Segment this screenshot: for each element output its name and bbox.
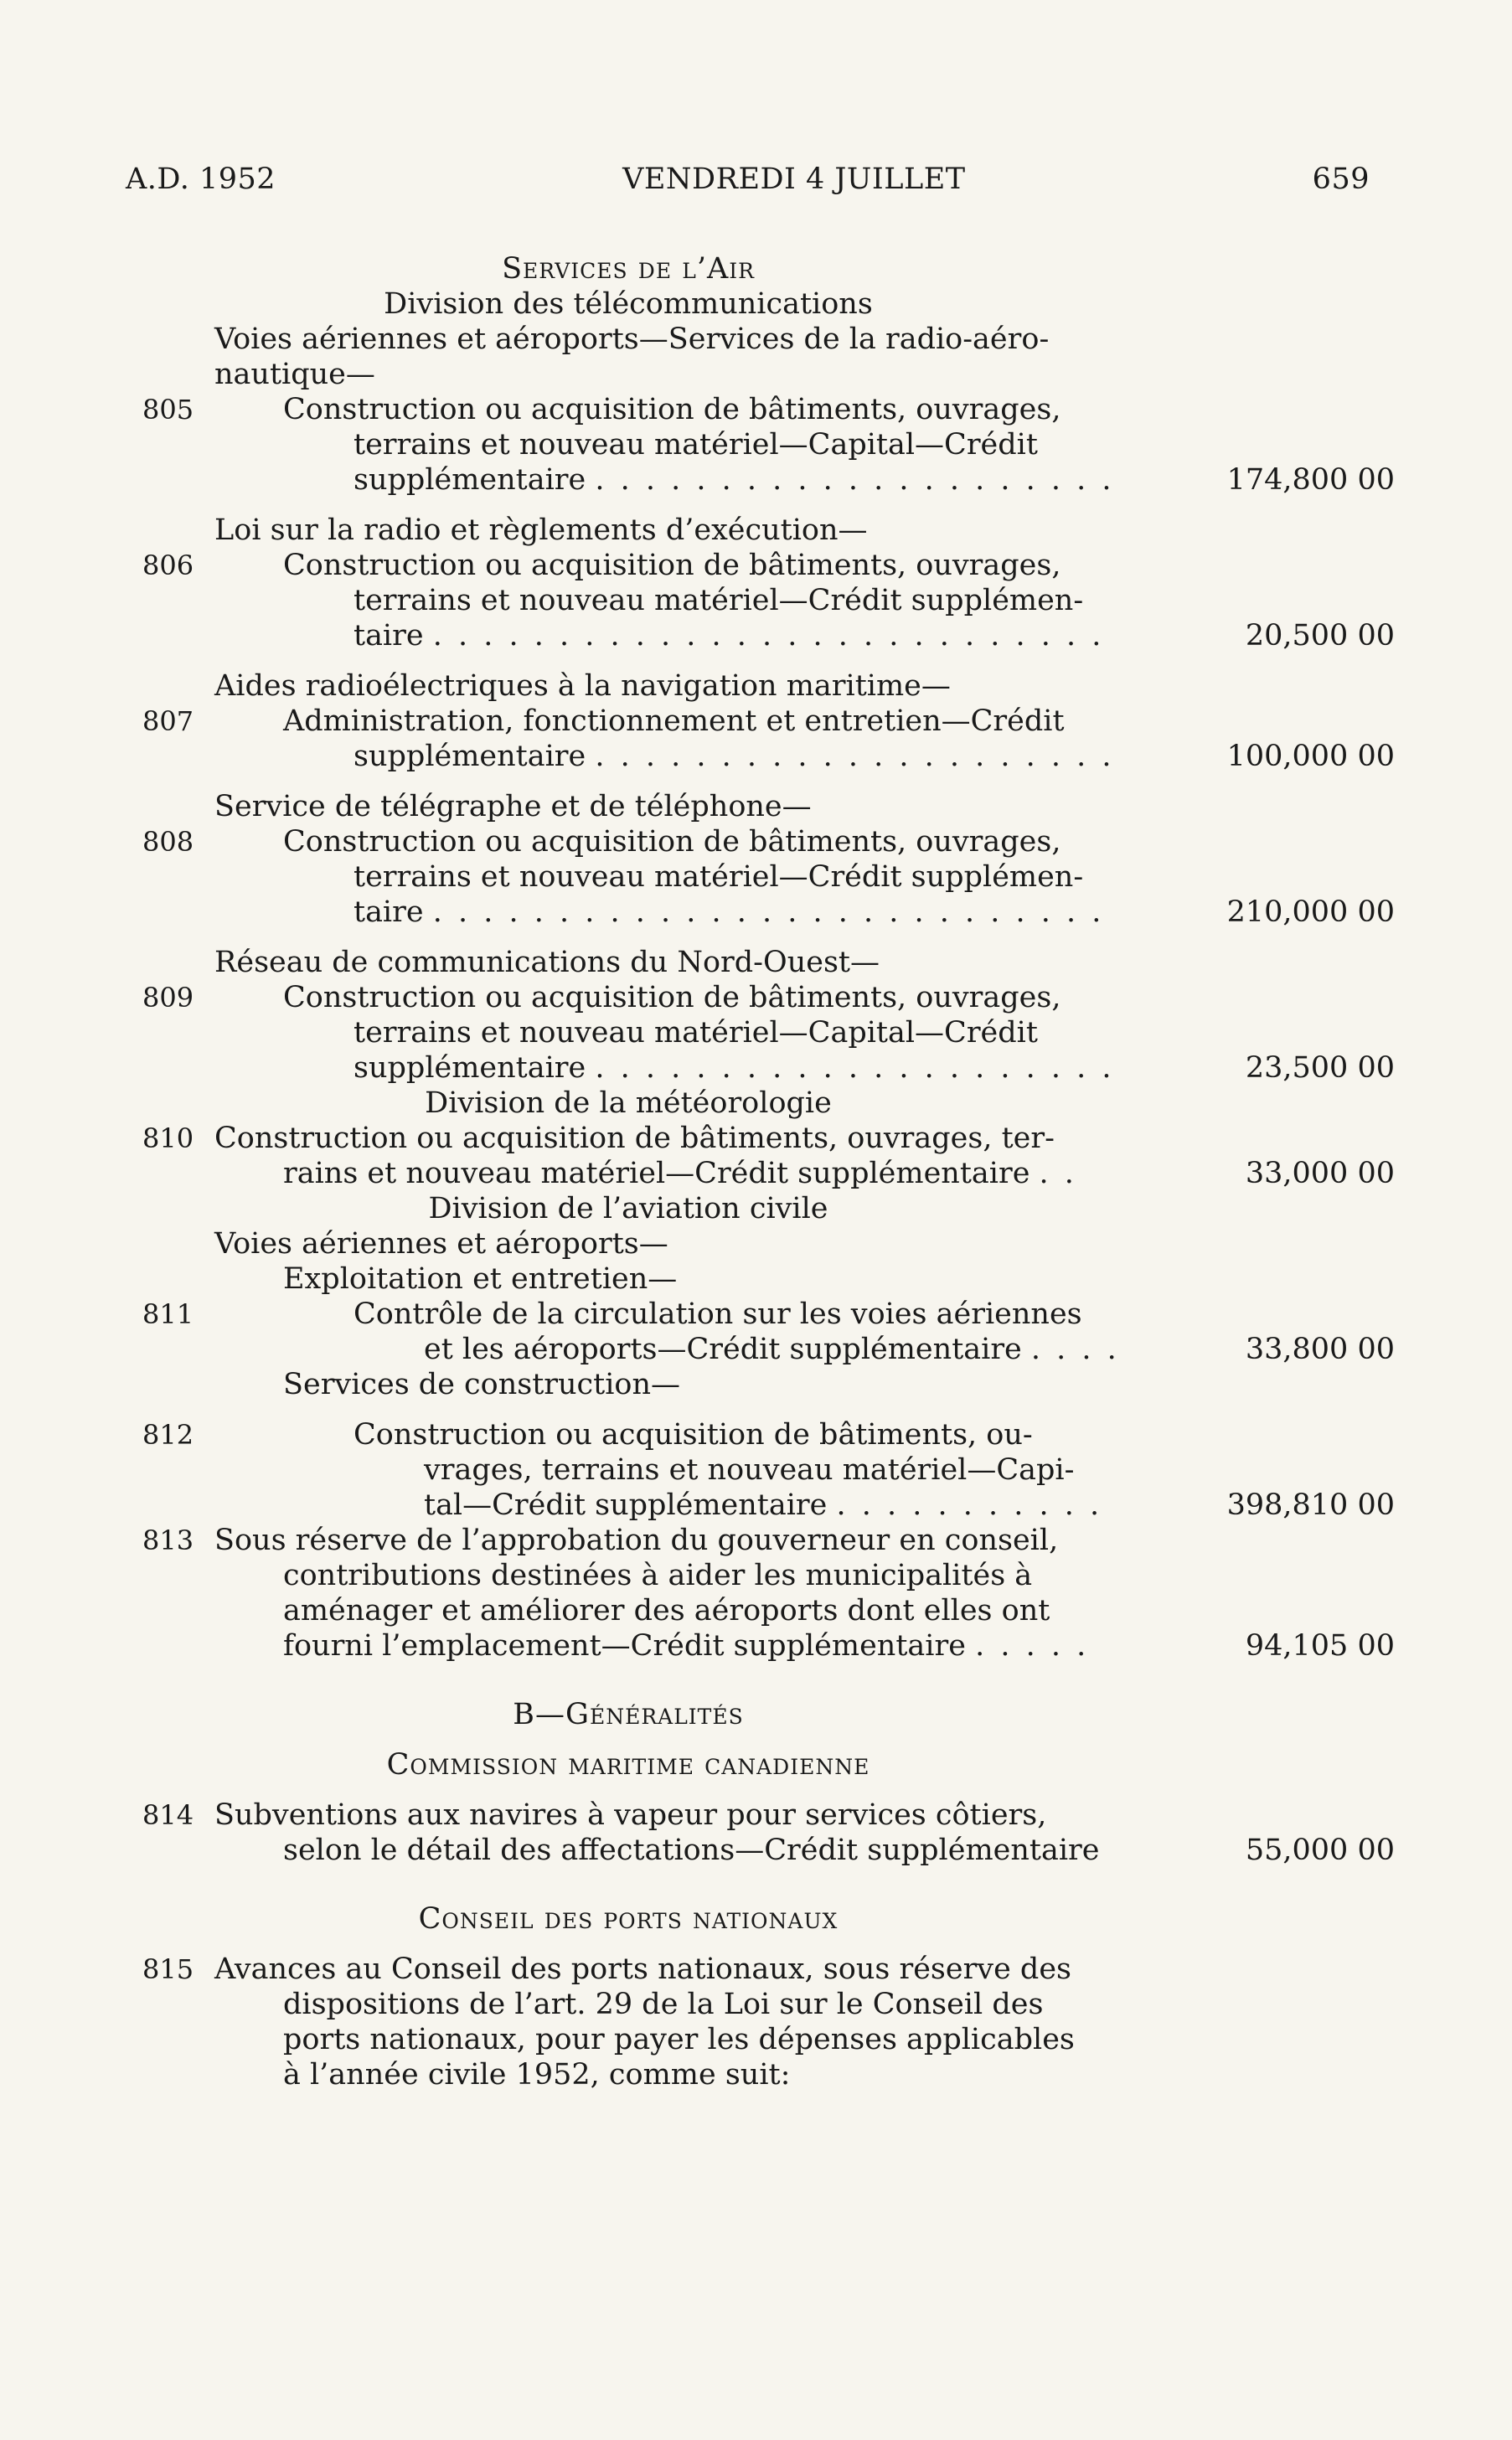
item-number: 815	[142, 1953, 194, 1985]
division-heading: Division des télécommunications	[384, 287, 873, 321]
leader-dots: . . . . . . . . . . . . . . . . . . . . .	[595, 463, 1115, 497]
page-number: 659	[1312, 162, 1370, 196]
item-text: Construction ou acquisition de bâtiments, ouvrages, ter-	[214, 1122, 1055, 1155]
item-text: Avances au Conseil des ports nationaux, sous réserve des	[214, 1953, 1071, 1986]
item-number: 809	[142, 982, 194, 1014]
subheading: Voies aériennes et aéroports—Services de la radio-aéro-	[214, 322, 1050, 356]
item-text: selon le détail des affectations—Crédit supplémentaire	[283, 1834, 1100, 1867]
item-text: supplémentaire	[353, 1051, 586, 1085]
item-amount: 174,800 00	[1226, 463, 1395, 497]
page-header	[126, 162, 1370, 196]
item-text: supplémentaire	[353, 463, 586, 497]
item-text: rains et nouveau matériel—Crédit supplémentaire	[283, 1157, 1030, 1190]
item-text: Construction ou acquisition de bâtiments, ouvrages,	[283, 549, 1061, 582]
division-heading: Division de la météorologie	[425, 1086, 832, 1120]
item-text: fourni l’emplacement—Crédit supplémentaire	[283, 1629, 966, 1663]
item-text: taire	[353, 895, 424, 929]
item-amount: 55,000 00	[1245, 1834, 1395, 1867]
leader-dots: . . . . . . . . . . .	[836, 1488, 1103, 1522]
item-number: 812	[142, 1419, 194, 1451]
leader-dots: . . . .	[1030, 1333, 1120, 1366]
subheading: Aides radioélectriques à la navigation maritime—	[214, 669, 951, 703]
section-heading: Commission maritime canadienne	[386, 1748, 870, 1782]
section-heading: Conseil des ports nationaux	[418, 1902, 839, 1936]
item-text: vrages, terrains et nouveau matériel—Capi-	[424, 1453, 1075, 1487]
item-text: taire	[353, 619, 424, 653]
document-body	[126, 251, 1395, 2092]
item-text: Construction ou acquisition de bâtiments, ouvrages,	[283, 981, 1061, 1014]
item-text: terrains et nouveau matériel—Capital—Crédit	[353, 428, 1038, 462]
item-text: Construction ou acquisition de bâtiments, ouvrages,	[283, 393, 1061, 426]
item-text: Administration, fonctionnement et entretien—Crédit	[283, 704, 1065, 738]
leader-dots: . . . . . . . . . . . . . . . . . . . . .	[595, 740, 1115, 773]
item-text: Sous réserve de l’approbation du gouverneur en conseil,	[214, 1524, 1059, 1557]
item-number: 807	[142, 705, 194, 737]
leader-dots: . . . . . . . . . . . . . . . . . . . . . . . . . . .	[432, 895, 1105, 929]
item-text: Contrôle de la circulation sur les voies aériennes	[353, 1297, 1082, 1331]
leader-dots: . . . . . . . . . . . . . . . . . . . . .	[595, 1051, 1115, 1085]
item-amount: 100,000 00	[1226, 740, 1395, 773]
item-text: Construction ou acquisition de bâtiments, ou-	[353, 1418, 1033, 1452]
item-amount: 33,800 00	[1245, 1333, 1395, 1366]
item-amount: 94,105 00	[1245, 1629, 1395, 1663]
subheading: Loi sur la radio et règlements d’exécution—	[214, 513, 868, 547]
item-text: contributions destinées à aider les municipalités à	[283, 1559, 1033, 1592]
subheading: Exploitation et entretien—	[283, 1262, 678, 1296]
subheading: Service de télégraphe et de téléphone—	[214, 790, 812, 823]
item-text: à l’année civile 1952, comme suit:	[283, 2058, 791, 2092]
item-number: 814	[142, 1799, 194, 1831]
item-text: terrains et nouveau matériel—Capital—Crédit	[353, 1016, 1038, 1050]
header-date: VENDREDI 4 JUILLET	[622, 162, 966, 196]
item-number: 806	[142, 549, 194, 581]
item-text: Construction ou acquisition de bâtiments, ouvrages,	[283, 825, 1061, 859]
item-number: 813	[142, 1524, 194, 1556]
item-amount: 398,810 00	[1226, 1488, 1395, 1522]
item-text: terrains et nouveau matériel—Crédit supplémen-	[353, 860, 1084, 894]
item-amount: 33,000 00	[1245, 1157, 1395, 1190]
section-heading: Services de l’Air	[502, 252, 755, 286]
item-number: 805	[142, 394, 194, 426]
item-amount: 210,000 00	[1226, 895, 1395, 929]
subheading: nautique—	[214, 358, 375, 391]
item-number: 808	[142, 826, 194, 858]
subheading: Réseau de communications du Nord-Ouest—	[214, 946, 880, 979]
item-number: 811	[142, 1298, 194, 1330]
item-number: 810	[142, 1122, 194, 1154]
section-heading: B—Généralités	[513, 1698, 744, 1731]
item-text: et les aéroports—Crédit supplémentaire	[424, 1333, 1022, 1366]
item-text: ports nationaux, pour payer les dépenses applicables	[283, 2023, 1075, 2056]
division-heading: Division de l’aviation civile	[428, 1192, 828, 1225]
item-text: dispositions de l’art. 29 de la Loi sur le Conseil des	[283, 1988, 1044, 2021]
leader-dots: . . . . . . . . . . . . . . . . . . . . . . . . . . .	[432, 619, 1105, 653]
item-text: supplémentaire	[353, 740, 586, 773]
item-text: aménager et améliorer des aéroports dont elles ont	[283, 1594, 1050, 1628]
subheading: Voies aériennes et aéroports—	[214, 1227, 668, 1261]
subheading: Services de construction—	[283, 1368, 681, 1401]
item-amount: 23,500 00	[1245, 1051, 1395, 1085]
leader-dots: . .	[1039, 1157, 1077, 1190]
item-amount: 20,500 00	[1245, 619, 1395, 653]
header-year: A.D. 1952	[126, 162, 276, 196]
item-text: Subventions aux navires à vapeur pour services côtiers,	[214, 1798, 1047, 1832]
leader-dots: . . . . .	[975, 1629, 1090, 1663]
item-text: tal—Crédit supplémentaire	[424, 1488, 828, 1522]
item-text: terrains et nouveau matériel—Crédit supplémen-	[353, 584, 1084, 617]
